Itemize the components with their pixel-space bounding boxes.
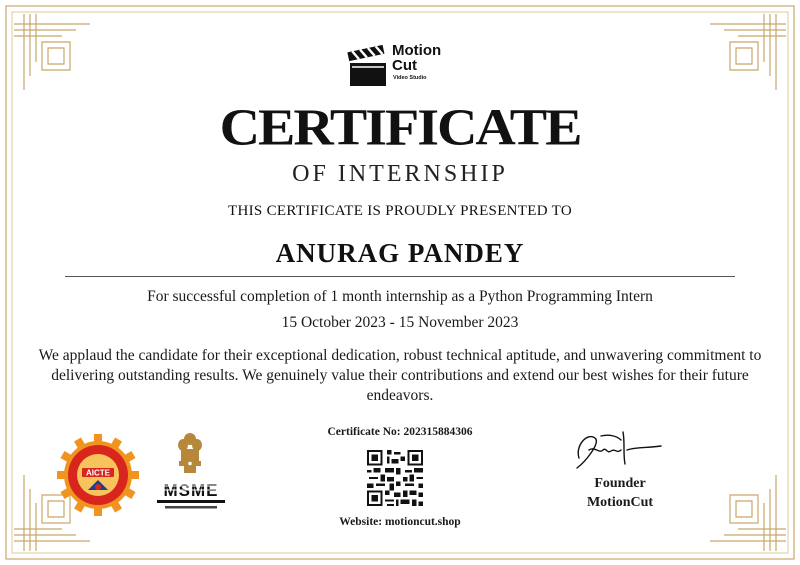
corner-ornament-tr — [710, 14, 786, 90]
certificate-title: CERTIFICATE — [219, 99, 581, 157]
presented-to-line: THIS CERTIFICATE IS PROUDLY PRESENTED TO — [228, 203, 572, 219]
corner-ornament-tl — [14, 14, 90, 90]
internship-dates: 15 October 2023 - 15 November 2023 — [281, 314, 519, 331]
signatory-title: Founder — [594, 476, 646, 491]
corner-ornament-br — [710, 475, 786, 551]
motioncut-logo — [346, 40, 466, 90]
clapperboard-icon — [346, 42, 388, 88]
msme-label: MSME — [163, 481, 219, 500]
praise-paragraph: We applaud the candidate for their exceptional dedication, robust technical aptitude, and unwavering commitment to delivering outstanding results. We genuinely value their contributions and extend our best wishes for their future endeavors. — [38, 347, 762, 404]
certificate-subtitle: OF INTERNSHIP — [292, 161, 508, 187]
aicte-badge-icon — [55, 432, 141, 518]
website-link[interactable]: Website: motioncut.shop — [339, 516, 461, 528]
signatory-company: MotionCut — [586, 495, 654, 510]
msme-logo-icon — [155, 478, 227, 514]
national-emblem-icon — [175, 431, 205, 475]
founder-signature-icon — [565, 424, 675, 474]
name-underline — [65, 276, 735, 277]
recipient-name: ANURAG PANDEY — [275, 238, 525, 268]
qr-code-icon — [367, 450, 423, 506]
aicte-badge-label: AICTE — [86, 468, 110, 478]
brand-name-line1: Motion — [392, 42, 442, 59]
brand-tagline: Video Studio — [393, 75, 427, 81]
brand-name-line2: Cut — [392, 57, 417, 74]
completion-statement: For successful completion of 1 month internship as a Python Programming Intern — [147, 288, 653, 305]
brand-name — [392, 43, 441, 73]
certificate-number: Certificate No: 202315884306 — [327, 426, 473, 438]
